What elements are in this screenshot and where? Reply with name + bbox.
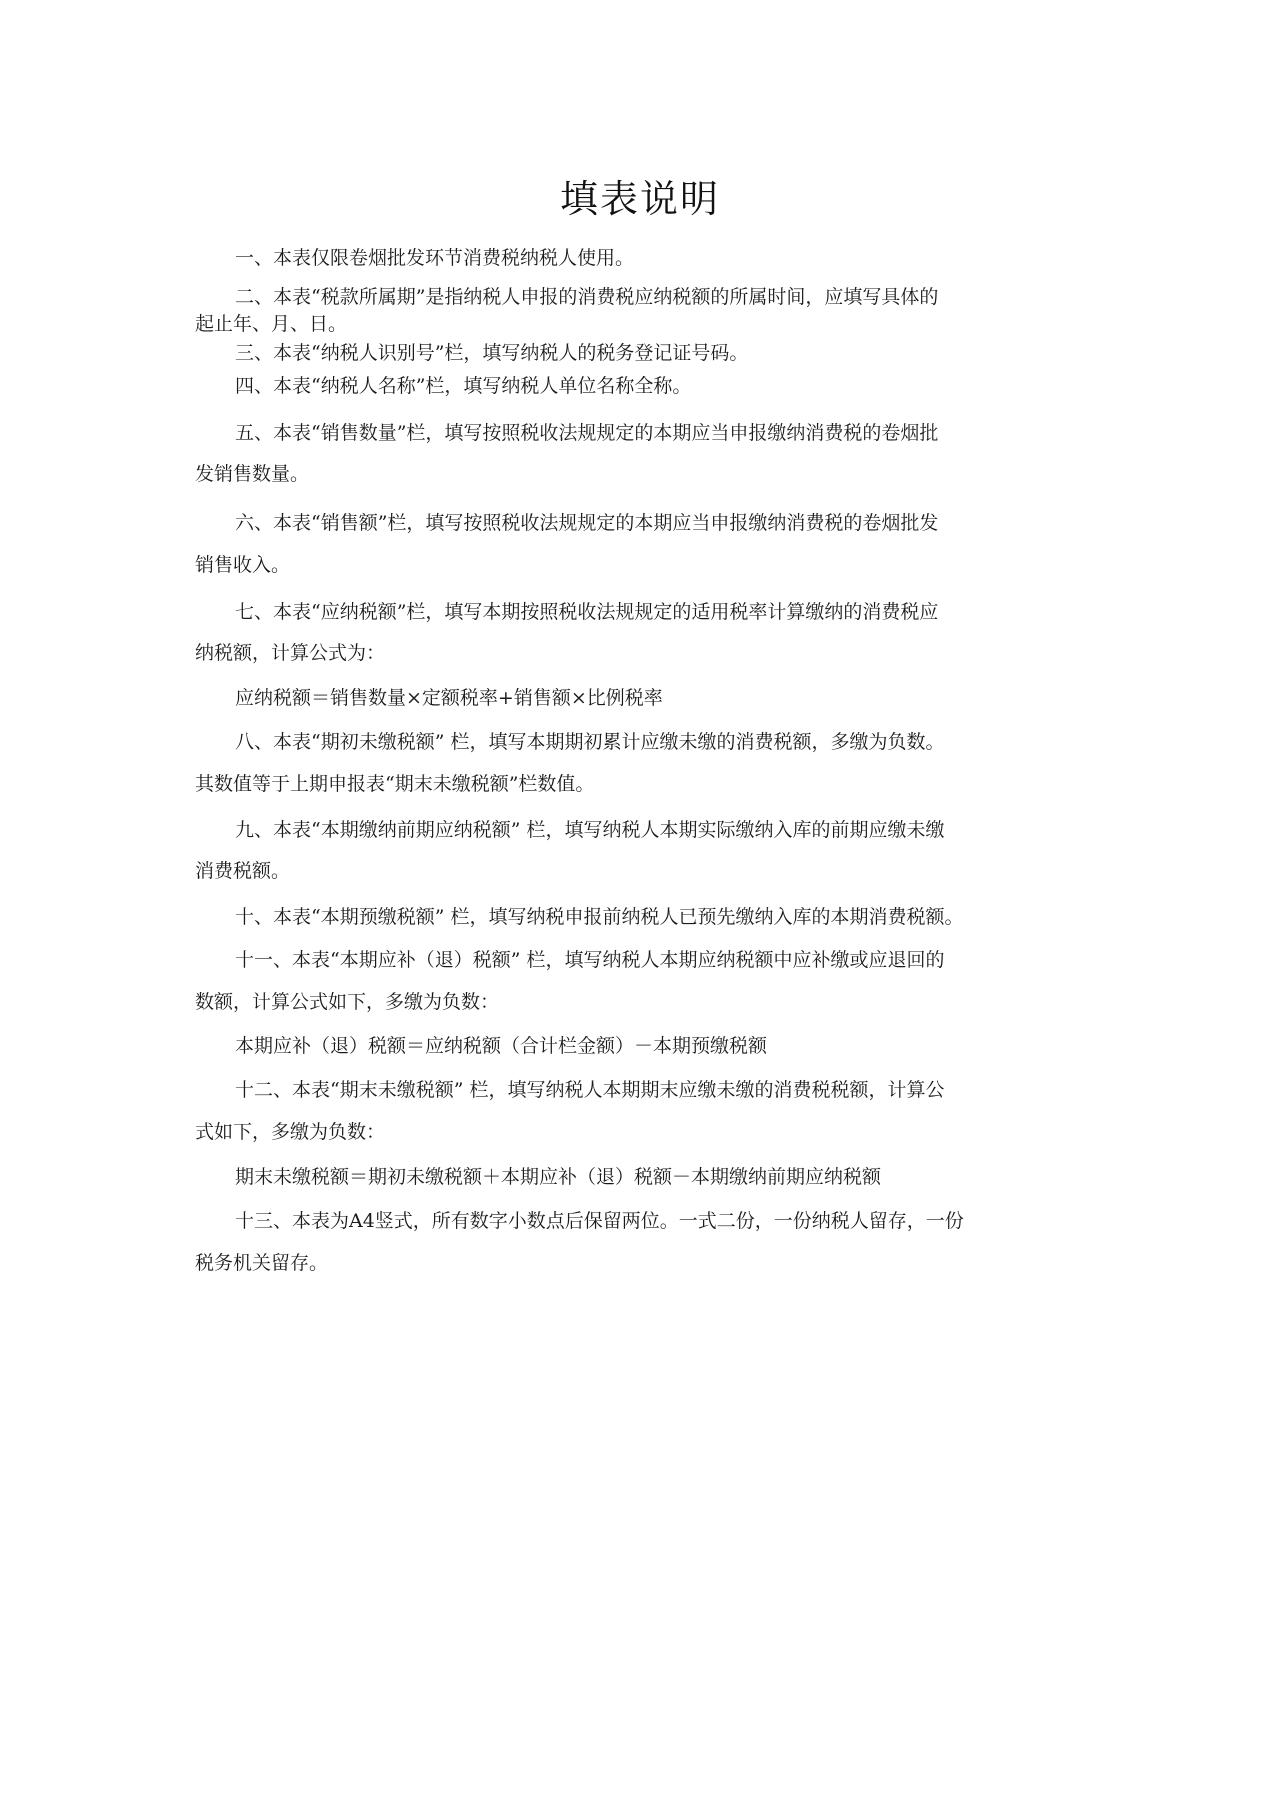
instruction-2: 二、本表“税款所属期”是指纳税人申报的消费税应纳税额的所属时间，应填写具体的 <box>235 286 939 308</box>
instruction-5-cont: 发销售数量。 <box>195 463 310 485</box>
instruction-7: 七、本表“应纳税额”栏，填写本期按照税收法规规定的适用税率计算缴纳的消费税应 <box>235 601 939 623</box>
formula-refund: 本期应补（退）税额＝应纳税额（合计栏金额）－本期预缴税额 <box>235 1035 768 1057</box>
instruction-3: 三、本表“纳税人识别号”栏，填写纳税人的税务登记证号码。 <box>235 342 749 364</box>
formula-tax-payable: 应纳税额＝销售数量×定额税率+销售额×比例税率 <box>235 687 663 709</box>
instruction-11: 十一、本表“本期应补（退）税额” 栏，填写纳税人本期应纳税额中应补缴或应退回的 <box>235 949 945 971</box>
instruction-8: 八、本表“期初未缴税额” 栏，填写本期期初累计应缴未缴的消费税额，多缴为负数。 <box>235 731 945 753</box>
instruction-7-cont: 纳税额，计算公式为： <box>195 642 386 664</box>
instruction-6-cont: 销售收入。 <box>195 554 291 576</box>
page-title: 填表说明 <box>559 177 720 221</box>
instruction-5: 五、本表“销售数量”栏，填写按照税收法规规定的本期应当申报缴纳消费税的卷烟批 <box>235 422 939 444</box>
formula-ending-unpaid: 期末未缴税额＝期初未缴税额＋本期应补（退）税额－本期缴纳前期应纳税额 <box>235 1166 882 1188</box>
instruction-11-cont: 数额，计算公式如下，多缴为负数： <box>195 991 500 1013</box>
instruction-8-cont: 其数值等于上期申报表“期末未缴税额”栏数值。 <box>195 773 595 795</box>
instruction-13: 十三、本表为A4竖式，所有数字小数点后保留两位。一式二份，一份纳税人留存，一份 <box>235 1210 964 1232</box>
instruction-4: 四、本表“纳税人名称”栏，填写纳税人单位名称全称。 <box>235 375 692 397</box>
instruction-13-cont: 税务机关留存。 <box>195 1252 329 1274</box>
instruction-12: 十二、本表“期末未缴税额” 栏，填写纳税人本期期末应缴未缴的消费税税额，计算公 <box>235 1079 945 1101</box>
instruction-1: 一、本表仅限卷烟批发环节消费税纳税人使用。 <box>235 247 635 269</box>
instruction-12-cont: 式如下，多缴为负数： <box>195 1121 386 1143</box>
instruction-10: 十、本表“本期预缴税额” 栏，填写纳税申报前纳税人已预先缴纳入库的本期消费税额。 <box>235 906 964 928</box>
instruction-2-cont: 起止年、月、日。 <box>195 313 348 335</box>
instruction-6: 六、本表“销售额”栏，填写按照税收法规规定的本期应当申报缴纳消费税的卷烟批发 <box>235 512 939 534</box>
instruction-9: 九、本表“本期缴纳前期应纳税额” 栏，填写纳税人本期实际缴纳入库的前期应缴未缴 <box>235 819 945 841</box>
instruction-9-cont: 消费税额。 <box>195 860 291 882</box>
